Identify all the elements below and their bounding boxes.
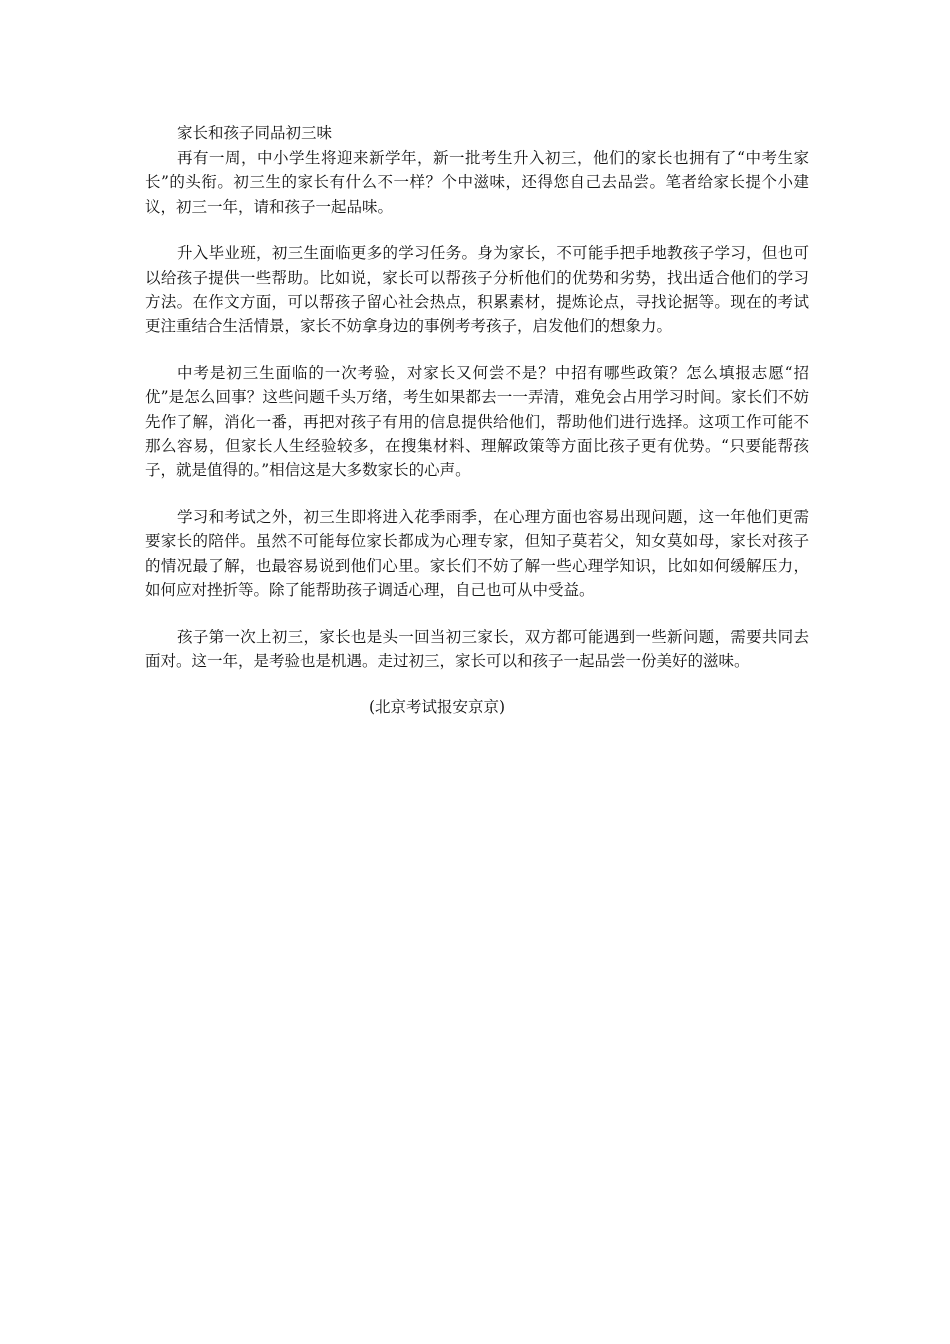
paragraph-5: 孩子第一次上初三，家长也是头一回当初三家长，双方都可能遇到一些新问题，需要共同去面对。这一年，是考验也是机遇。走过初三，家长可以和孩子一起品尝一份美好的滋味。 (145, 627, 809, 670)
paragraph-2: 升入毕业班，初三生面临更多的学习任务。身为家长，不可能手把手地教孩子学习，但也可以给孩子提供一些帮助。比如说，家长可以帮孩子分析他们的优势和劣势，找出适合他们的学习方法。在作文方面，可以帮孩子留心社会热点，积累素材，提炼论点，寻找论据等。现在的考试更注重结合生活情景，家长不妨拿身边的事例考考孩子，启发他们的想象力。 (145, 244, 809, 336)
article-title: 家长和孩子同品初三味 (177, 124, 333, 142)
paragraph-1: 再有一周，中小学生将迎来新学年，新一批考生升入初三，他们的家长也拥有了“中考生家长”的头衔。初三生的家长有什么不一样？个中滋味，还得您自己去品尝。笔者给家长提个小建议，初三一年，请和孩子一起品味。 (145, 149, 809, 216)
paragraph-4: 学习和考试之外，初三生即将进入花季雨季，在心理方面也容易出现问题，这一年他们更需要家长的陪伴。虽然不可能每位家长都成为心理专家，但知子莫若父，知女莫如母，家长对孩子的情况最了解，也最容易说到他们心里。家长们不妨了解一些心理学知识，比如如何缓解压力，如何应对挫折等。除了能帮助孩子调适心理，自己也可从中受益。 (145, 507, 809, 600)
document-page (145, 122, 809, 719)
source-attribution: (北京考试报安京京) (369, 698, 506, 717)
paragraph-3: 中考是初三生面临的一次考验，对家长又何尝不是？中招有哪些政策？怎么填报志愿“招优”是怎么回事？这些问题千头万绪，考生如果都去一一弄清，难免会占用学习时间。家长们不妨先作了解，消化一番，再把对孩子有用的信息提供给他们，帮助他们进行选择。这项工作可能不那么容易，但家长人生经验较多，在搜集材料、理解政策等方面比孩子更有优势。“只要能帮孩子，就是值得的。”相信这是大多数家长的心声。 (145, 363, 809, 480)
